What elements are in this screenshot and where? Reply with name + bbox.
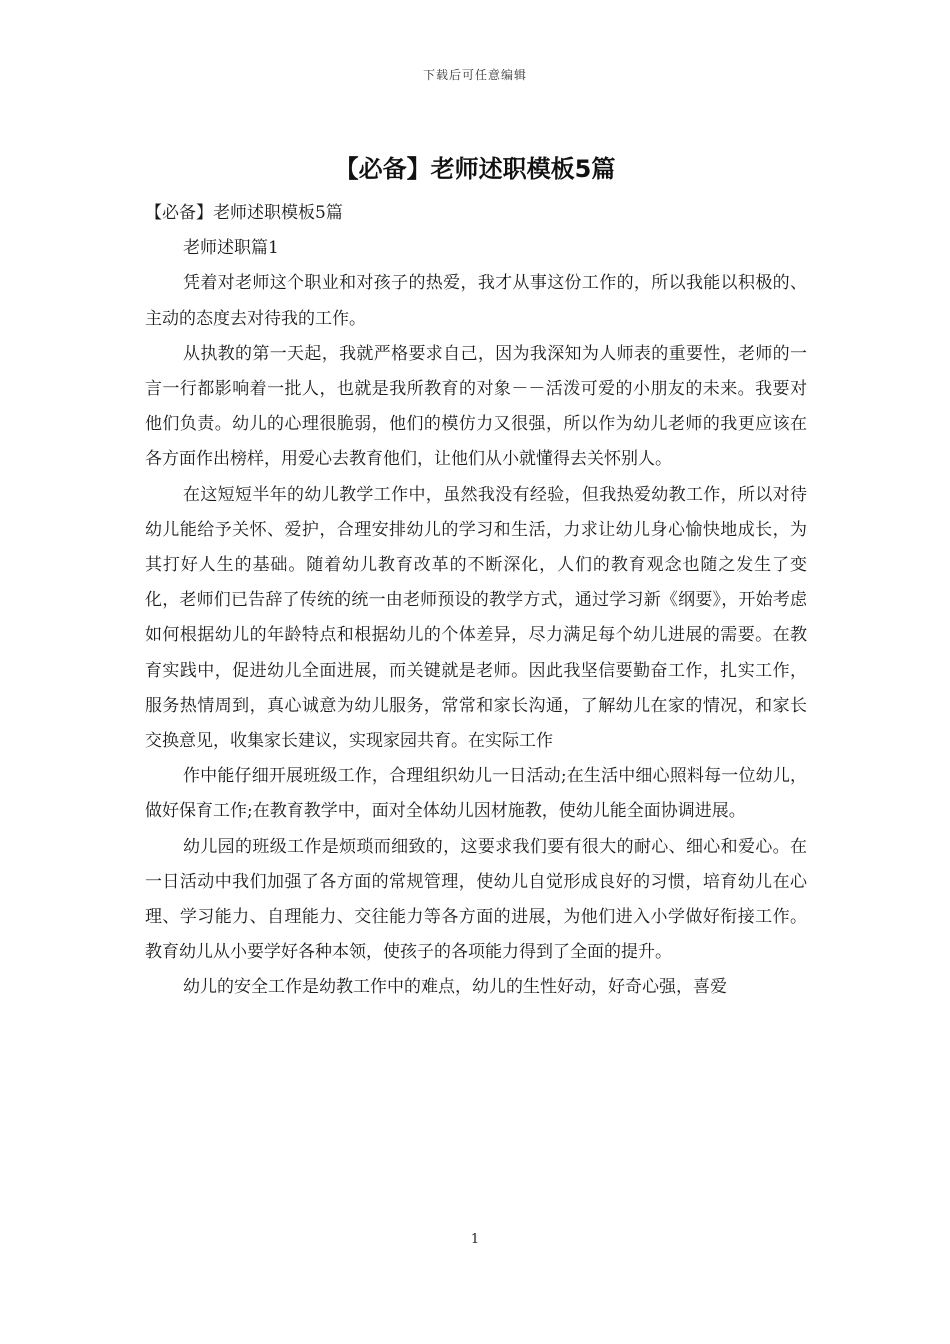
paragraph: 从执教的第一天起，我就严格要求自己，因为我深知为人师表的重要性，老师的一言一行都影响着一批人，也就是我所教育的对象－－活泼可爱的小朋友的未来。我要对他们负责。幼儿的心理很脆弱，他们的模仿力又很强，所以作为幼儿老师的我更应该在各方面作出榜样，用爱心去教育他们，让他们从小就懂得去关怀别人。 [145,343,807,470]
document-title: 【必备】老师述职模板5篇 [334,155,616,183]
document-body [145,196,807,1006]
paragraph: 凭着对老师这个职业和对孩子的热爱，我才从事这份工作的，所以我能以积极的、主动的态度去对待我的工作。 [145,273,807,329]
paragraph: 老师述职篇1 [183,238,279,259]
paragraph: 幼儿园的班级工作是烦琐而细致的，这要求我们要有很大的耐心、细心和爱心。在一日活动中我们加强了各方面的常规管理，使幼儿自觉形成良好的习惯，培育幼儿在心理、学习能力、自理能力、交往能力等各方面的进展，为他们进入小学做好衔接工作。教育幼儿从小要学好各种本领，使孩子的各项能力得到了全面的提升。 [145,836,807,963]
page-number: 1 [470,1232,480,1247]
paragraph: 幼儿的安全工作是幼教工作中的难点，幼儿的生性好动，好奇心强，喜爱 [183,977,727,998]
paragraph: 【必备】老师述职模板5篇 [145,203,343,223]
paragraph: 作中能仔细开展班级工作，合理组织幼儿一日活动;在生活中细心照料每一位幼儿，做好保育工作;在教育教学中，面对全体幼儿因材施教，使幼儿能全面协调进展。 [145,766,807,822]
paragraph: 在这短短半年的幼儿教学工作中，虽然我没有经验，但我热爱幼教工作，所以对待幼儿能给予关怀、爱护，合理安排幼儿的学习和生活，力求让幼儿身心愉快地成长，为其打好人生的基础。随着幼儿教育改革的不断深化，人们的教育观念也随之发生了变化，老师们已告辞了传统的统一由老师预设的教学方式，通过学习新《纲要》，开始考虑如何根据幼儿的年龄特点和根据幼儿的个体差异，尽力满足每个幼儿进展的需要。在教育实践中，促进幼儿全面进展，而关键就是老师。因此我坚信要勤奋工作，扎实工作，服务热情周到，真心诚意为幼儿服务，常常和家长沟通，了解幼儿在家的情况，和家长交换意见，收集家长建议，实现家园共育。在实际工作 [145,484,807,752]
header-note: 下载后可任意编辑 [422,68,527,82]
